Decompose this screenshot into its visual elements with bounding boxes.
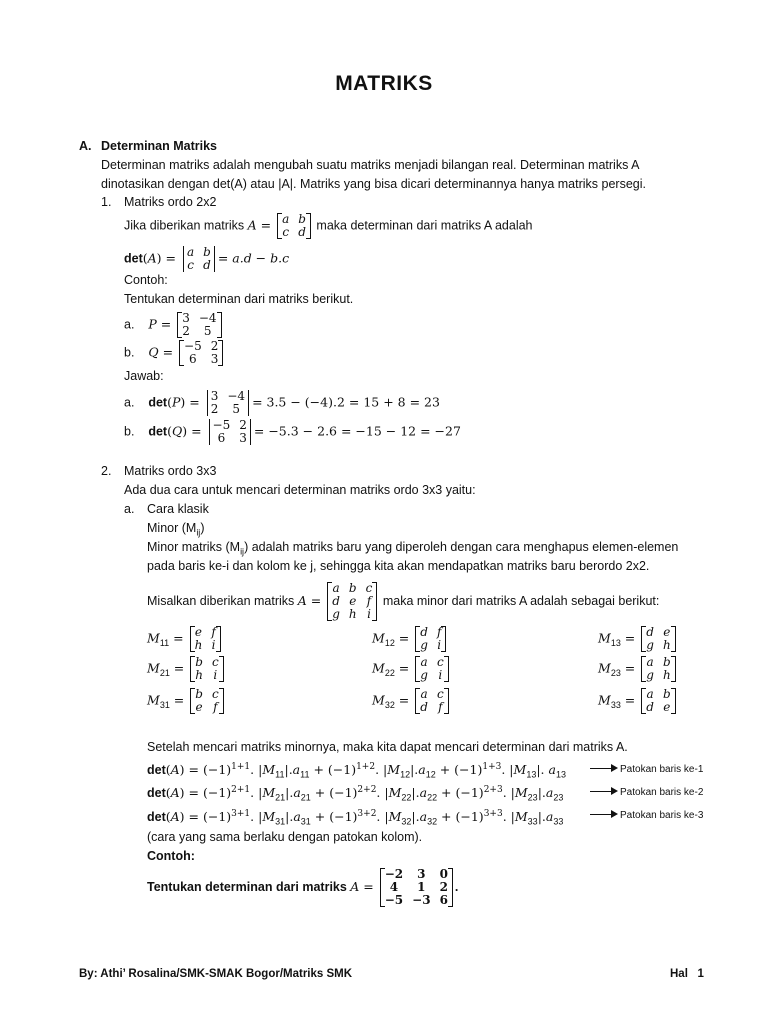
ordo2-number: 1. <box>101 195 112 209</box>
matrix-cell: i <box>438 668 443 682</box>
matrix-cell: −3 <box>412 893 431 907</box>
minor-m32: $M_{32}$ = a c d f <box>372 688 451 714</box>
arrow-right-icon <box>590 791 616 792</box>
matrix-cell: i <box>437 638 442 652</box>
matrix-cell: e <box>349 594 357 608</box>
matrix-cell: 3 <box>417 867 426 881</box>
matrix-cell: c <box>282 225 290 239</box>
matrix-cell: i <box>211 638 216 652</box>
minor-m13: $M_{13}$ = d e g h <box>598 626 678 652</box>
matrix-cell: b <box>195 655 203 669</box>
matrix-cell: c <box>187 258 194 272</box>
matrix-cell: b <box>662 655 671 669</box>
matrix-p-row: a. P = 3 −4 2 5 <box>124 312 224 338</box>
minor-m31: $M_{31}$ = b c e f <box>147 688 226 714</box>
minor-m12: $M_{12}$ = d f g i <box>372 626 448 652</box>
matrix-cell: 4 <box>389 880 399 894</box>
matrix-cell: i <box>367 607 371 621</box>
matrix-cell: f <box>438 700 443 714</box>
matrix-cell: 5 <box>203 324 212 338</box>
arrow-right-icon <box>590 768 616 769</box>
ordo2-heading: Matriks ordo 2x2 <box>124 195 217 209</box>
matrix-cell: d <box>332 594 340 608</box>
matrix-cell: b <box>298 212 306 226</box>
matrix-cell: −4 <box>198 311 217 325</box>
arrow-right-icon <box>590 814 616 815</box>
answer-p: a. det(P) = 3 −4 2 5 = 3.5 − (−4).2 = 15 + 8 = 23 <box>124 389 440 416</box>
matrix-a-2x2 <box>277 213 311 239</box>
minor-m11: $M_{11}$ = e f h i <box>147 626 223 652</box>
det-formula-2x2: det(A) = a b c d = a.d − b.c <box>124 245 290 272</box>
cara-sama-text: (cara yang sama berlaku dengan patokan kolom). <box>147 830 423 844</box>
matrix-cell: g <box>420 638 428 652</box>
minor-m23: $M_{23}$ = a b g h <box>598 656 678 682</box>
matrix-cell: d <box>420 625 428 639</box>
matrix-cell: 2 <box>439 880 448 894</box>
minor-m21: $M_{21}$ = b c h i <box>147 656 226 682</box>
matrix-cell: 6 <box>189 352 197 366</box>
matrix-cell: 6 <box>439 893 448 907</box>
matrix-cell: c <box>211 655 219 669</box>
setelah-text: Setelah mencari matriks minornya, maka kita dapat mencari determinan dari matriks A. <box>147 740 628 754</box>
matrix-cell: −2 <box>384 867 404 881</box>
minor-def-2: pada baris ke-i dan kolom ke j, sehingga kita akan mendapatkan matriks baru berordo 2x2. <box>147 559 650 573</box>
matrix-cell: c <box>211 687 219 701</box>
matrix-cell: c <box>436 655 444 669</box>
section-heading: Determinan Matriks <box>101 139 218 153</box>
footer-page-number: Hal 1 <box>670 968 704 980</box>
matrix-cell: 3 <box>182 311 190 325</box>
intro-line-2: dinotasikan dengan det(A) atau |A|. Matriks yang bisa dicari determinannya hanya matriks persegi. <box>101 177 646 191</box>
matrix-cell: d <box>420 700 428 714</box>
matrix-cell: a <box>282 212 290 226</box>
example-row: Tentukan determinan dari matriks A = −2 3 0 4 1 2 −5 −3 6 . <box>147 867 459 907</box>
matrix-cell: f <box>213 700 218 714</box>
answer-q: b. det(Q) = −5 2 6 3 = −5.3 − 2.6 = −15 − 12 = −27 <box>124 418 461 445</box>
det-expansion-row-1: $\det(A) = (-1)^{1+1}$. $|M_{11}|.a_{11} + (-1)^{1+2}$. $|M_{12}|.a_{12} + (-1)^{1+3}$. $|M_{13}|$. $a_{13}$ <box>147 762 566 780</box>
matrix-cell: h <box>662 668 671 682</box>
patokan-1: Patokan baris ke-1 <box>590 760 703 778</box>
matrix-cell: h <box>348 607 357 621</box>
matrix-cell: d <box>646 700 654 714</box>
matrix-cell: 2 <box>210 402 219 416</box>
matrix-cell: f <box>366 594 372 608</box>
matrix-cell: 2 <box>239 418 247 432</box>
ordo3-number: 2. <box>101 464 112 478</box>
matrix-cell: a <box>332 581 340 595</box>
matrix-cell: −5 <box>384 893 404 907</box>
matrix-cell: d <box>203 258 211 272</box>
matrix-cell: b <box>203 245 211 259</box>
ordo3-heading: Matriks ordo 3x3 <box>124 464 217 478</box>
matrix-cell: −5 <box>184 339 202 353</box>
matrix-q-row: b. Q = −5 2 6 3 <box>124 340 225 366</box>
tentukan-text: Tentukan determinan dari matriks berikut. <box>124 292 354 306</box>
matrix-cell: a <box>646 687 654 701</box>
matrix-cell: g <box>332 607 340 621</box>
det-expansion-row-3: $\det(A) = (-1)^{3+1}$. $|M_{31}|.a_{31} + (-1)^{3+2}$. $|M_{32}|.a_{32} + (-1)^{3+3}$. $|M_{33}|.a_{33}$ <box>147 809 564 827</box>
example-matrix <box>380 868 453 907</box>
footer-author: By: Athi’ Rosalina/SMK-SMAK Bogor/Matriks SMK <box>79 968 353 980</box>
matrix-cell: h <box>662 638 671 652</box>
det-expansion-row-2: $\det(A) = (-1)^{2+1}$. $|M_{21}|.a_{21} + (-1)^{2+2}$. $|M_{22}|.a_{22} + (-1)^{2+3}$. $|M_{23}|.a_{23}$ <box>147 785 564 803</box>
contoh-label: Contoh: <box>124 273 168 287</box>
matrix-cell: a <box>420 687 428 701</box>
jawab-label: Jawab: <box>124 369 164 383</box>
matrix-a-3x3 <box>327 582 377 621</box>
minor-m33: $M_{33}$ = a b d e <box>598 688 678 714</box>
matrix-cell: c <box>436 687 444 701</box>
matrix-cell: b <box>195 687 203 701</box>
matrix-cell: 5 <box>232 402 241 416</box>
matrix-cell: 3 <box>210 389 219 403</box>
patokan-2: Patokan baris ke-2 <box>590 783 703 801</box>
intro-line-1: Determinan matriks adalah mengubah suatu matriks menjadi bilangan real. Determinan matriks A <box>101 158 640 172</box>
page-title: MATRIKS <box>335 72 433 95</box>
matrix-cell: e <box>663 625 671 639</box>
matrix-cell: d <box>298 225 306 239</box>
matrix-cell: 0 <box>439 867 448 881</box>
cara-klasik: Cara klasik <box>147 502 209 516</box>
contoh-3x3-label: Contoh: <box>147 849 195 863</box>
minor-def-1: Minor matriks $(M_{ij})$ adalah matriks baru yang diperoleh dengan cara menghapus elemen-elemen <box>147 540 679 557</box>
matrix-cell: a <box>420 655 428 669</box>
matrix-cell: d <box>646 625 654 639</box>
sub-a-letter: a. <box>124 502 135 516</box>
matrix-cell: 1 <box>417 880 426 894</box>
matrix-cell: 3 <box>210 352 219 366</box>
matrix-cell: h <box>194 638 203 652</box>
matrix-cell: 2 <box>210 339 219 353</box>
minor-title: Minor $(M_{ij})$ <box>147 521 205 538</box>
section-letter: A. <box>79 139 92 153</box>
matrix-cell: g <box>420 668 428 682</box>
patokan-3: Patokan baris ke-3 <box>590 806 703 824</box>
ordo3-intro: Ada dua cara untuk mencari determinan matriks ordo 3x3 yaitu: <box>124 483 476 497</box>
matrix-cell: b <box>662 687 671 701</box>
matrix-cell: e <box>663 700 671 714</box>
matrix-cell: f <box>436 625 442 639</box>
matrix-cell: b <box>348 581 357 595</box>
matrix-cell: 6 <box>217 431 226 445</box>
misal-row: Misalkan diberikan matriks A = a b c d e f g h i maka minor dari matriks A adalah sebagai berikut: <box>147 581 660 621</box>
matrix-cell: h <box>195 668 203 682</box>
matrix-cell: c <box>365 581 373 595</box>
matrix-cell: −5 <box>212 418 231 432</box>
matrix-cell: a <box>646 655 654 669</box>
matrix-cell: f <box>211 625 216 639</box>
matrix-cell: e <box>194 625 202 639</box>
matrix-cell: 3 <box>239 431 247 445</box>
minor-m22: $M_{22}$ = a c g i <box>372 656 451 682</box>
matrix-cell: g <box>646 668 654 682</box>
matrix-cell: g <box>646 638 654 652</box>
matrix-cell: a <box>186 245 195 259</box>
matrix-cell: 2 <box>182 324 190 338</box>
matrix-cell: i <box>213 668 218 682</box>
matrix-cell: e <box>195 700 203 714</box>
matrix-cell: −4 <box>227 389 246 403</box>
ordo2-given: Jika diberikan matriks A = a b c d maka determinan dari matriks A adalah <box>124 212 533 239</box>
